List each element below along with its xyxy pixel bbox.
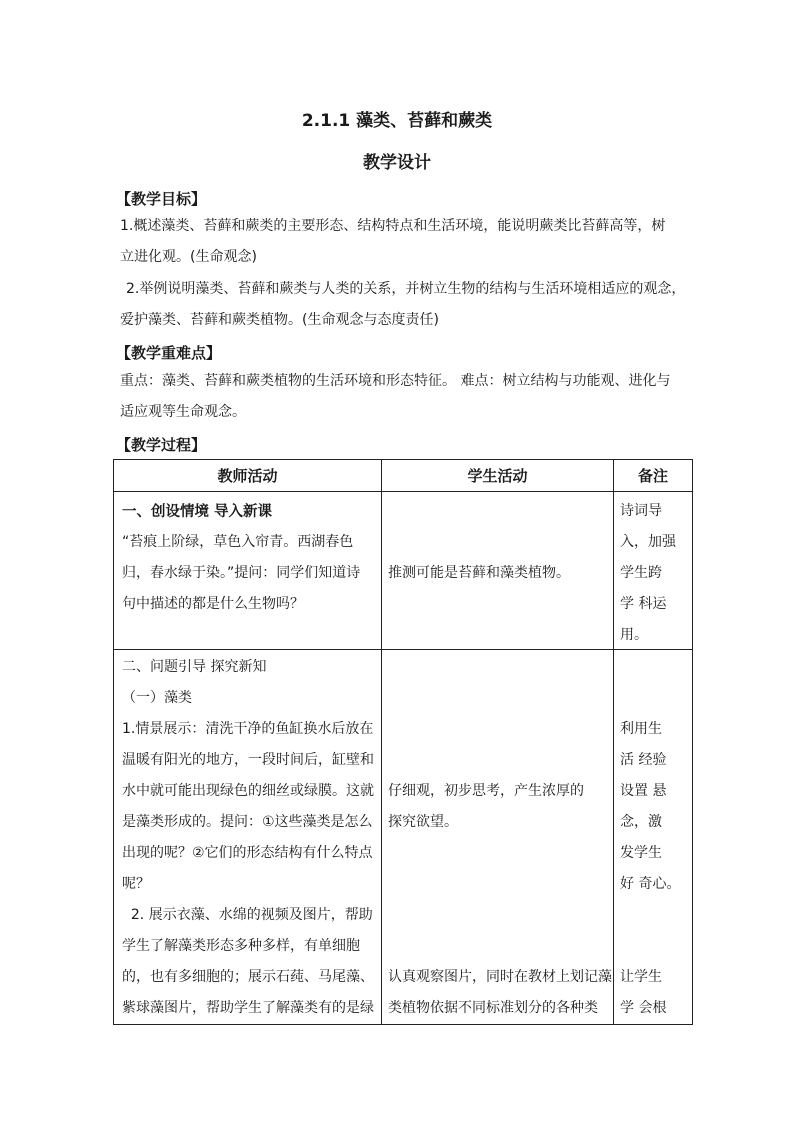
header-student-activity: 学生活动 — [382, 460, 614, 492]
process-heading: 【教学过程】 — [116, 436, 207, 454]
key-points — [120, 366, 690, 428]
row2-teacher-line: 的，也有多细胞的；展示石莼、马尾藻、 — [122, 969, 374, 985]
document-subtitle: 教学设计 — [363, 153, 431, 173]
row2-note-cell — [614, 650, 693, 1025]
row1-note-cell — [614, 492, 693, 650]
row1-note-line: 诗词导 — [620, 503, 662, 519]
row2-teacher-line: 是藻类形成的。提问：①这些藻类是怎么 — [122, 814, 373, 830]
header-notes: 备注 — [614, 460, 693, 492]
row2-teacher-cell — [114, 650, 382, 1025]
row2-teacher-line: 紫球藻图片，帮助学生了解藻类有的是绿 — [122, 1000, 374, 1016]
table-header-row — [114, 460, 693, 492]
row2-teacher-line: 温暖有阳光的地方，一段时间后，缸壁和 — [122, 752, 374, 768]
row1-teacher-cell — [114, 492, 382, 650]
row1-note-line: 用。 — [620, 627, 648, 643]
row2-note-line: 发学生 — [620, 845, 662, 861]
objective-1-line-1: 1.概述藻类、苔藓和蕨类的主要形态、结构特点和生活环境，能说明蕨类比苔藓高等，树 — [120, 218, 666, 234]
row2-teacher-line: 呢？ — [122, 876, 150, 892]
objective-1 — [120, 211, 690, 273]
table-row — [114, 492, 693, 650]
row2-note-line: 念，激 — [620, 814, 662, 830]
row2-student-line: 仔细观，初步思考，产生浓厚的 — [388, 783, 584, 799]
teaching-process-table — [113, 459, 693, 1025]
row2-teacher-line: 二、问题引导 探究新知 — [122, 659, 267, 675]
row1-note-line: 学 科运 — [620, 596, 667, 612]
row1-note-line: 入，加强 — [620, 534, 676, 550]
key-points-line-1: 重点：藻类、苔藓和蕨类植物的生活环境和形态特征。 难点：树立结构与功能观、进化与 — [120, 373, 671, 389]
key-points-heading: 【教学重难点】 — [116, 344, 222, 362]
row2-teacher-line: 1.情景展示：清洗干净的鱼缸换水后放在 — [122, 721, 374, 737]
table-row — [114, 650, 693, 1025]
row2-teacher-line: 学生了解藻类形态多种多样，有单细胞 — [122, 938, 360, 954]
row2-note-line: 让学生 — [620, 969, 662, 985]
row1-teacher-line: 句中描述的都是什么生物吗？ — [122, 596, 304, 612]
row2-student-cell — [382, 650, 614, 1025]
row2-teacher-line: （一）藻类 — [122, 690, 192, 706]
row2-student-line: 类植物依据不同标准划分的各种类 — [388, 1000, 598, 1016]
row2-note-line: 设置 悬 — [620, 783, 667, 799]
row2-teacher-line: 2. 展示衣藻、水绵的视频及图片，帮助 — [122, 907, 373, 923]
row1-student-cell — [382, 492, 614, 650]
row1-teacher-line: “苔痕上阶绿，草色入帘青。西湖春色 — [122, 534, 354, 550]
row1-teacher-line: 归，春水绿于染。”提问：同学们知道诗 — [122, 565, 361, 581]
row1-student-line: 推测可能是苔藓和藻类植物。 — [388, 565, 570, 581]
objective-2 — [120, 274, 696, 336]
objective-2-line-1: 2.举例说明藻类、苔藓和蕨类与人类的关系，并树立生物的结构与生活环境相适应的观念， — [126, 281, 686, 297]
objectives-heading: 【教学目标】 — [116, 190, 207, 208]
row2-student-line: 探究欲望。 — [388, 814, 458, 830]
document-title: 2.1.1 藻类、苔藓和蕨类 — [301, 111, 493, 131]
row2-note-line: 学 会根 — [620, 1000, 667, 1016]
objective-1-line-2: 立进化观。(生命观念) — [120, 249, 257, 265]
key-points-line-2: 适应观等生命观念。 — [120, 404, 246, 420]
row2-teacher-line: 出现的呢？②它们的形态结构有什么特点 — [122, 845, 373, 861]
row2-note-line: 利用生 — [620, 721, 662, 737]
row1-teacher-line: 一、创设情境 导入新课 — [122, 504, 273, 520]
objective-2-line-2: 爱护藻类、苔藓和蕨类植物。(生命观念与态度责任) — [120, 312, 439, 328]
row2-note-line: 活 经验 — [620, 752, 667, 768]
row2-teacher-line: 水中就可能出现绿色的细丝或绿膜。这就 — [122, 783, 374, 799]
row1-note-line: 学生跨 — [620, 565, 662, 581]
row2-student-line: 认真观察图片，同时在教材上划记藻 — [388, 969, 612, 985]
header-teacher-activity: 教师活动 — [114, 460, 382, 492]
row2-note-line: 好 奇心。 — [620, 876, 681, 892]
